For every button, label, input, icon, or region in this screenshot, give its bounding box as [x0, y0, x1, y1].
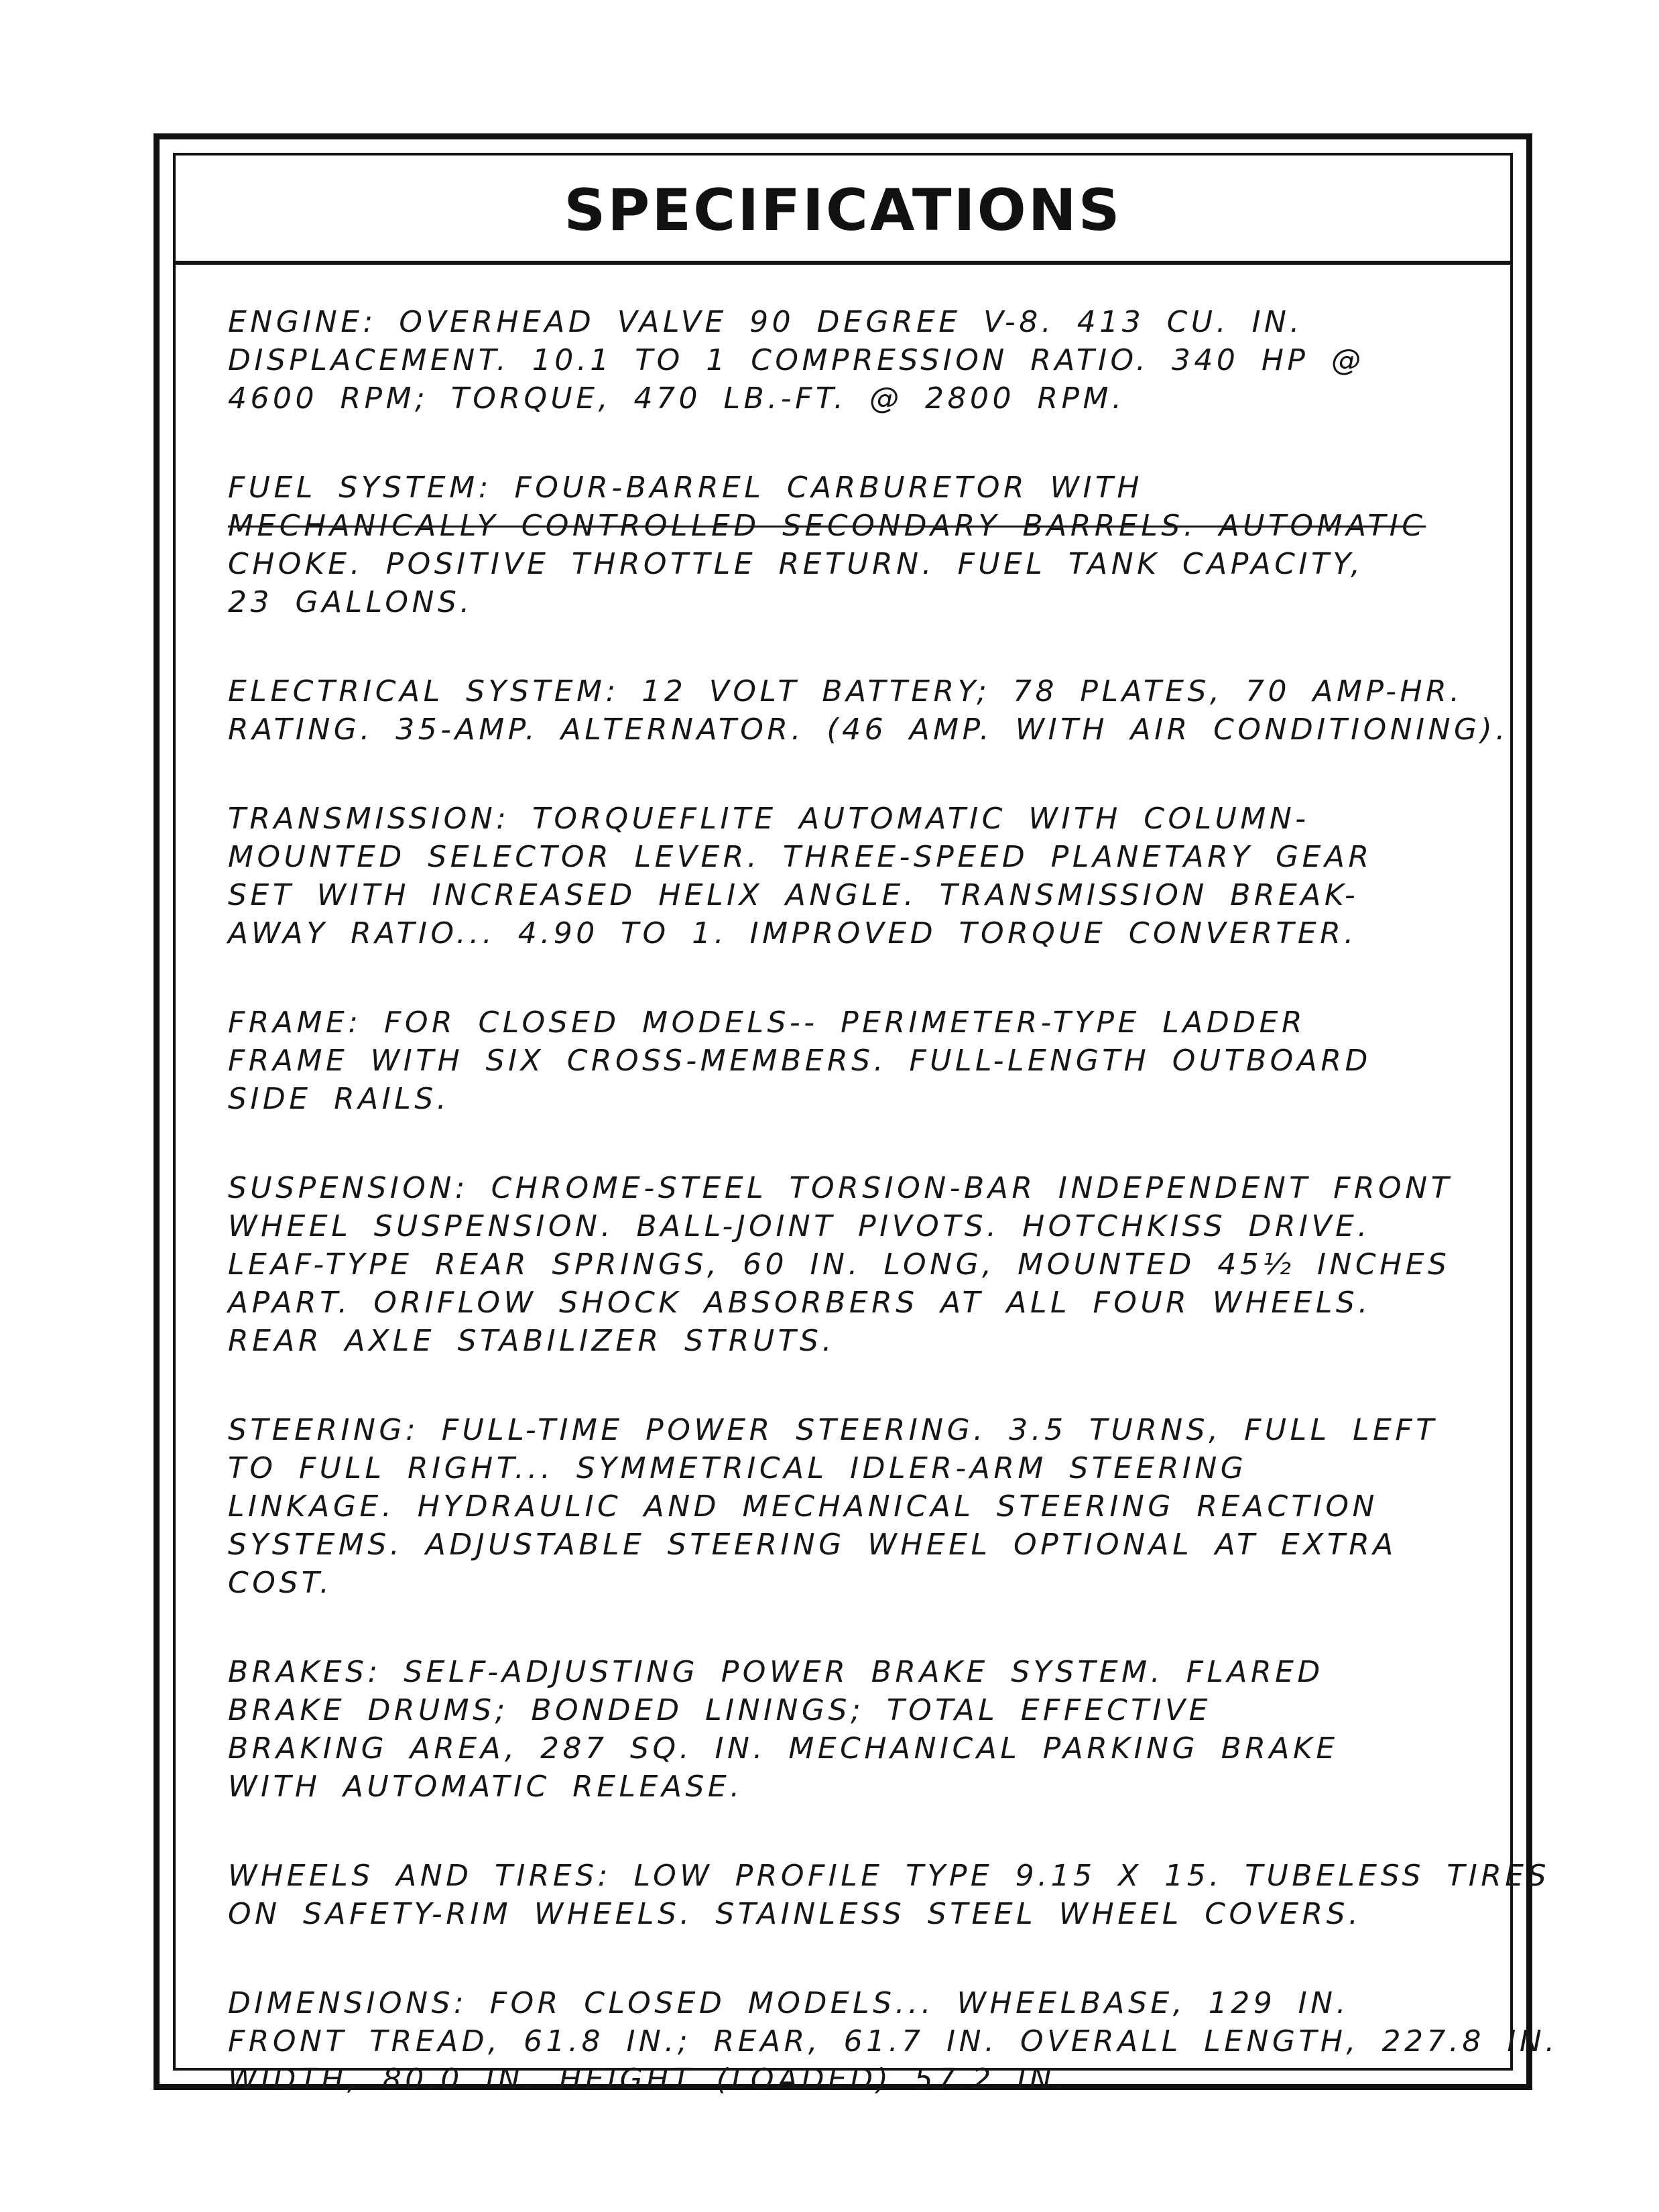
text-line: DISPLACEMENT. 10.1 TO 1 COMPRESSION RATIO. 340 HP @: [228, 343, 1365, 377]
spec-dimensions-text: [228, 1984, 1558, 2099]
text-line: WIDTH, 80.0 IN. HEIGHT (LOADED) 57.2 IN.: [228, 2063, 1068, 2097]
inner-border: [173, 153, 1558, 2097]
text-line: WHEEL SUSPENSION. BALL-JOINT PIVOTS. HOTCHKISS DRIVE.: [228, 1209, 1371, 1243]
text-line: MOUNTED SELECTOR LEVER. THREE-SPEED PLANETARY GEAR: [228, 840, 1373, 874]
spec-frame-text: [228, 1003, 1461, 1118]
text-line: ENGINE: OVERHEAD VALVE 90 DEGREE V-8. 413 CU. IN.: [228, 305, 1303, 339]
spec-steering: [228, 1411, 1461, 1602]
spec-wheels-and-tires: [228, 1857, 1550, 1933]
text-line: TRANSMISSION: TORQUEFLITE AUTOMATIC WITH COLUMN-: [228, 802, 1310, 836]
spec-suspension-text: [228, 1169, 1461, 1360]
text-line: DIMENSIONS: FOR CLOSED MODELS... WHEELBASE, 129 IN.: [228, 1986, 1350, 2020]
spec-brakes: [228, 1653, 1461, 1806]
specifications-list: [228, 303, 1558, 2150]
text-line: COST.: [228, 1566, 333, 1600]
text-line: FRAME: FOR CLOSED MODELS-- PERIMETER-TYPE LADDER: [228, 1005, 1306, 1040]
spec-fuel-system: [228, 469, 1461, 621]
text-line: FUEL SYSTEM: FOUR-BARREL CARBURETOR WITH: [228, 471, 1143, 505]
text-line: FRAME WITH SIX CROSS-MEMBERS. FULL-LENGTH OUTBOARD: [228, 1044, 1371, 1078]
text-line: WHEELS AND TIRES: LOW PROFILE TYPE 9.15 X 15. TUBELESS TIRES: [228, 1859, 1550, 1893]
text-line: AWAY RATIO... 4.90 TO 1. IMPROVED TORQUE CONVERTER.: [228, 916, 1357, 950]
spec-engine-text: [228, 303, 1461, 418]
text-line: REAR AXLE STABILIZER STRUTS.: [228, 1324, 835, 1358]
text-line: ELECTRICAL SYSTEM: 12 VOLT BATTERY; 78 PLATES, 70 AMP-HR.: [228, 674, 1463, 709]
spec-frame: [228, 1003, 1461, 1118]
title-box: [176, 156, 1510, 265]
text-line: BRAKING AREA, 287 SQ. IN. MECHANICAL PARKING BRAKE: [228, 1731, 1339, 1766]
text-line: APART. ORIFLOW SHOCK ABSORBERS AT ALL FOUR WHEELS.: [228, 1286, 1371, 1320]
text-line: WITH AUTOMATIC RELEASE.: [228, 1770, 743, 1804]
spec-dimensions: [228, 1984, 1558, 2099]
text-line: FRONT TREAD, 61.8 IN.; REAR, 61.7 IN. OVERALL LENGTH, 227.8 IN.: [228, 2024, 1558, 2059]
text-line: 23 GALLONS.: [228, 585, 473, 619]
text-line: LINKAGE. HYDRAULIC AND MECHANICAL STEERING REACTION: [228, 1489, 1378, 1524]
text-line: CHOKE. POSITIVE THROTTLE RETURN. FUEL TANK CAPACITY,: [228, 547, 1364, 581]
text-line: BRAKE DRUMS; BONDED LININGS; TOTAL EFFECTIVE: [228, 1693, 1211, 1727]
spec-electrical-system: [228, 672, 1509, 749]
spec-transmission: [228, 800, 1461, 953]
struck-text-line: MECHANICALLY CONTROLLED SECONDARY BARRELS. AUTOMATIC: [228, 509, 1426, 543]
text-line: TO FULL RIGHT... SYMMETRICAL IDLER-ARM STEERING: [228, 1451, 1247, 1485]
spec-wheels-and-tires-text: [228, 1857, 1550, 1933]
text-line: STEERING: FULL-TIME POWER STEERING. 3.5 TURNS, FULL LEFT: [228, 1413, 1438, 1447]
text-line: SET WITH INCREASED HELIX ANGLE. TRANSMISSION BREAK-: [228, 878, 1359, 912]
page-title: SPECIFICATIONS: [564, 176, 1122, 244]
text-line: SUSPENSION: CHROME-STEEL TORSION-BAR INDEPENDENT FRONT: [228, 1171, 1453, 1205]
spec-engine: [228, 303, 1461, 418]
spec-steering-text: [228, 1411, 1461, 1602]
text-line: BRAKES: SELF-ADJUSTING POWER BRAKE SYSTEM. FLARED: [228, 1655, 1324, 1689]
text-line: SIDE RAILS.: [228, 1082, 450, 1116]
spec-electrical-system-text: [228, 672, 1509, 749]
text-line: 4600 RPM; TORQUE, 470 LB.-FT. @ 2800 RPM.: [228, 381, 1125, 416]
text-line: ON SAFETY-RIM WHEELS. STAINLESS STEEL WHEEL COVERS.: [228, 1897, 1362, 1931]
text-line: SYSTEMS. ADJUSTABLE STEERING WHEEL OPTIONAL AT EXTRA: [228, 1528, 1397, 1562]
text-line: LEAF-TYPE REAR SPRINGS, 60 IN. LONG, MOUNTED 45½ INCHES: [228, 1247, 1451, 1282]
spec-transmission-text: [228, 800, 1461, 953]
spec-brakes-text: [228, 1653, 1461, 1806]
spec-suspension: [228, 1169, 1461, 1360]
spec-fuel-system-text: [228, 469, 1461, 621]
text-line: RATING. 35-AMP. ALTERNATOR. (46 AMP. WITH AIR CONDITIONING).: [228, 713, 1509, 747]
